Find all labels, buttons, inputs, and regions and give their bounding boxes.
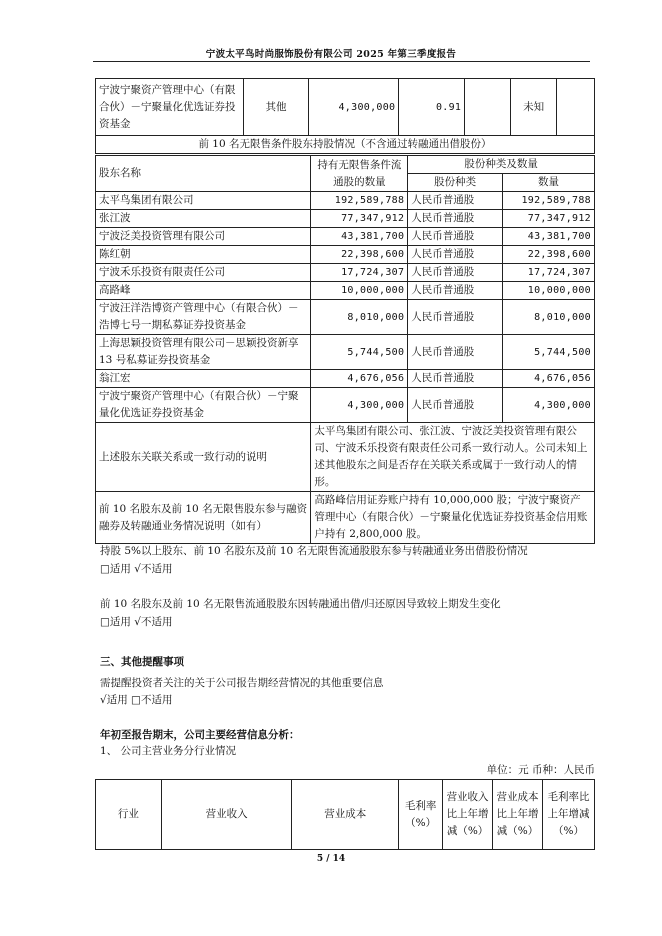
holder-kind: 人民币普通股	[408, 210, 503, 228]
holder-qty: 22,398,600	[311, 246, 408, 264]
holder-qty: 77,347,912	[311, 210, 408, 228]
holder-name: 宁波宁聚资产管理中心（有限合伙）－宁聚量化优选证券投资基金	[96, 388, 311, 423]
holder-amount: 77,347,912	[503, 210, 595, 228]
table-row	[96, 492, 595, 544]
margin-text: 高路峰信用证券账户持有 10,000,000 股；宁波宁聚资产管理中心（有限合伙）－宁聚量化优选证券投资基金信用账户持有 2,800,000 股。	[311, 492, 595, 544]
ratio-cell: 0.91	[399, 79, 465, 136]
blank-cell	[465, 79, 511, 136]
ops-subheading: 1、 公司主营业务分行业情况	[100, 745, 237, 757]
table-row	[96, 423, 595, 492]
col-header: 营业成本比上年增减（%）	[493, 780, 543, 850]
header-divider	[93, 61, 590, 62]
top10-unrestricted-table	[95, 155, 595, 544]
table-row	[96, 79, 595, 136]
holder-amount: 17,724,307	[503, 264, 595, 282]
change-paragraph: 前 10 名股东及前 10 名无限售流通股股东因转融通出借/归还原因导致较上期发生变化	[100, 598, 501, 610]
holder-kind: 人民币普通股	[408, 335, 503, 370]
shareholder-table	[95, 78, 595, 154]
holder-qty: 10,000,000	[311, 282, 408, 300]
holder-kind: 人民币普通股	[408, 228, 503, 246]
holder-name: 宁波禾乐投资有限责任公司	[96, 264, 311, 282]
holder-kind: 人民币普通股	[408, 300, 503, 335]
holder-name-cell: 宁波宁聚资产管理中心（有限合伙）－宁聚量化优选证券投资基金	[96, 79, 244, 136]
col-header-kind-group: 股份种类及数量	[408, 156, 595, 174]
holder-name: 陈红朝	[96, 246, 311, 264]
holder-name: 张江波	[96, 210, 311, 228]
page-number: 5 / 14	[316, 854, 346, 864]
table-row	[96, 300, 595, 335]
holder-kind: 人民币普通股	[408, 246, 503, 264]
holder-name: 太平鸟集团有限公司	[96, 192, 311, 210]
holder-amount: 4,676,056	[503, 370, 595, 388]
holder-type-cell: 其他	[243, 79, 309, 136]
lending-paragraph: 持股 5%以上股东、前 10 名股东及前 10 名无限售流通股股东参与转融通业务出借股份情况	[100, 545, 528, 557]
holder-name: 上海思颖投资管理有限公司－思颖投资新享 13 号私募证券投资基金	[96, 335, 311, 370]
holder-name: 宁波汪洋浩博资产管理中心（有限合伙）－浩博七号一期私募证券投资基金	[96, 300, 311, 335]
col-header: 毛利率比上年增减（%）	[543, 780, 595, 850]
holder-amount: 8,010,000	[503, 300, 595, 335]
relation-label: 上述股东关联关系或一致行动的说明	[96, 423, 311, 492]
col-header: 营业收入比上年增减（%）	[443, 780, 493, 850]
holder-amount: 22,398,600	[503, 246, 595, 264]
col-header-amount: 数量	[503, 174, 595, 192]
holder-name: 翁江宏	[96, 370, 311, 388]
holder-kind: 人民币普通股	[408, 282, 503, 300]
table-row	[96, 335, 595, 370]
holder-kind: 人民币普通股	[408, 370, 503, 388]
table-header-row	[96, 780, 595, 850]
relation-text: 太平鸟集团有限公司、张江波、宁波泛美投资管理有限公司、宁波禾乐投资有限责任公司系一致行动人。公司未知上述其他股东之间是否存在关联关系或属于一致行动人的情形。	[311, 423, 595, 492]
holder-kind: 人民币普通股	[408, 264, 503, 282]
holder-kind: 人民币普通股	[408, 388, 503, 423]
holder-amount: 43,381,700	[503, 228, 595, 246]
shares-cell: 4,300,000	[309, 79, 399, 136]
unit-label: 单位：元 币种：人民币	[486, 764, 595, 776]
holder-name: 高路峰	[96, 282, 311, 300]
holder-amount: 4,300,000	[503, 388, 595, 423]
table-header-row	[96, 156, 595, 174]
holder-amount: 5,744,500	[503, 335, 595, 370]
holder-amount: 10,000,000	[503, 282, 595, 300]
table-row	[96, 210, 595, 228]
col-header-name: 股东名称	[96, 156, 311, 192]
table-row	[96, 282, 595, 300]
segment-table	[95, 779, 595, 850]
holder-qty: 17,724,307	[311, 264, 408, 282]
lending-options: □适用 √不适用	[100, 563, 173, 575]
reminder-text: 需提醒投资者关注的关于公司报告期经营情况的其他重要信息	[100, 677, 384, 689]
holder-kind: 人民币普通股	[408, 192, 503, 210]
section-heading: 三、其他提醒事项	[100, 656, 184, 668]
table-row	[96, 228, 595, 246]
holder-qty: 4,676,056	[311, 370, 408, 388]
holder-amount: 192,589,788	[503, 192, 595, 210]
col-header: 营业收入	[161, 780, 292, 850]
table-row	[96, 264, 595, 282]
pledge-status-cell: 未知	[511, 79, 557, 136]
holder-name: 宁波泛美投资管理有限公司	[96, 228, 311, 246]
report-header: 宁波太平鸟时尚服饰股份有限公司 2025 年第三季度报告	[205, 49, 457, 60]
col-header: 行业	[96, 780, 162, 850]
blank-cell	[557, 79, 595, 136]
holder-qty: 4,300,000	[311, 388, 408, 423]
holder-qty: 5,744,500	[311, 335, 408, 370]
col-header: 毛利率（%）	[399, 780, 443, 850]
margin-label: 前 10 名股东及前 10 名无限售股东参与融资融券及转融通业务情况说明（如有）	[96, 492, 311, 544]
table-row	[96, 388, 595, 423]
ops-heading: 年初至报告期末，公司主要经营信息分析：	[100, 729, 300, 741]
col-header-kind: 股份种类	[408, 174, 503, 192]
table-row	[96, 192, 595, 210]
table-title-row	[96, 136, 595, 154]
holder-qty: 8,010,000	[311, 300, 408, 335]
change-options: □适用 √不适用	[100, 616, 173, 628]
col-header: 营业成本	[292, 780, 399, 850]
table-row	[96, 246, 595, 264]
holder-qty: 43,381,700	[311, 228, 408, 246]
section-title: 前 10 名无限售条件股东持股情况（不含通过转融通出借股份）	[96, 136, 595, 154]
reminder-options: √适用 □不适用	[100, 694, 173, 706]
table-row	[96, 370, 595, 388]
holder-qty: 192,589,788	[311, 192, 408, 210]
col-header-qty: 持有无限售条件流通股的数量	[311, 156, 408, 192]
